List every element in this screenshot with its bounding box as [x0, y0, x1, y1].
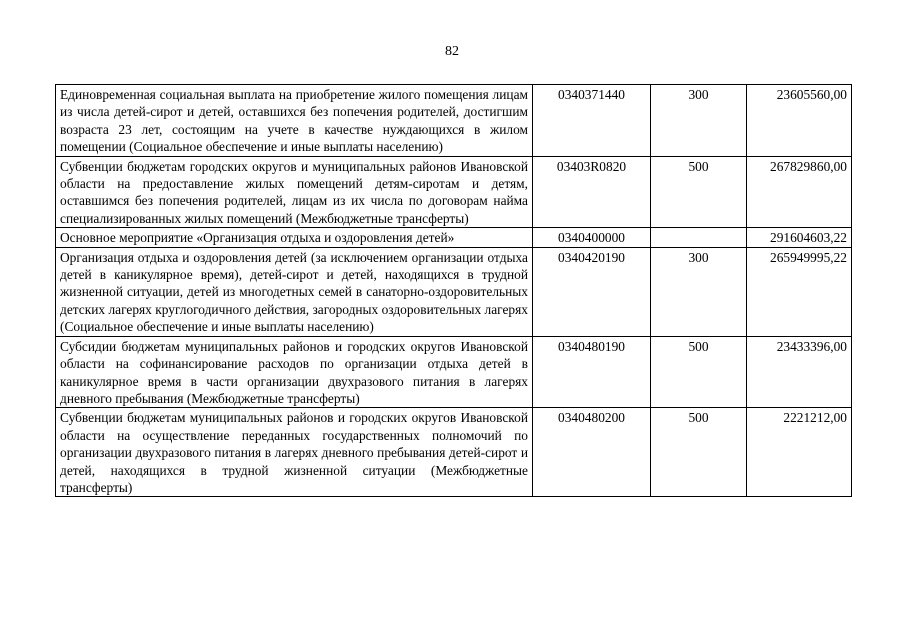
target-article-code: 0340480190 — [533, 336, 651, 408]
budget-table — [55, 84, 852, 497]
expense-type-code: 500 — [651, 336, 747, 408]
amount: 267829860,00 — [747, 156, 852, 228]
expense-description: Субвенции бюджетам муниципальных районов и городских округов Ивановской области на осуществление переданных государственных полномочий по организации двухразового питания в лагерях дневного пребывания детей-сирот и детей, находящихся в трудной жизненной ситуации (Межбюджетные трансферты) — [56, 408, 533, 497]
table-row — [56, 247, 852, 336]
expense-type-code: 500 — [651, 156, 747, 228]
amount: 265949995,22 — [747, 247, 852, 336]
expense-description: Организация отдыха и оздоровления детей (за исключением организации отдыха детей в каникулярное время), детей-сирот и детей, находящихся в трудной жизненной ситуации, детей из многодетных семей в санаторно-оздоровительных детских лагерях круглогодичного действия, загородных оздоровительных лагерях (Социальное обеспечение и иные выплаты населению) — [56, 247, 533, 336]
expense-description: Субвенции бюджетам городских округов и муниципальных районов Ивановской области на предоставление жилых помещений детям-сиротам и детям, оставшимся без попечения родителей, лицам из их числа по договорам найма специализированных жилых помещений (Межбюджетные трансферты) — [56, 156, 533, 228]
target-article-code: 0340400000 — [533, 228, 651, 247]
amount: 291604603,22 — [747, 228, 852, 247]
expense-description: Единовременная социальная выплата на приобретение жилого помещения лицам из числа детей-сирот и детей, оставшихся без попечения родителей, достигшим возраста 23 лет, состоящим на учете в качестве нуждающихся в жилом помещении (Социальное обеспечение и иные выплаты населению) — [56, 85, 533, 157]
target-article-code: 0340480200 — [533, 408, 651, 497]
expense-type-code: 300 — [651, 85, 747, 157]
expense-type-code — [651, 228, 747, 247]
table-row — [56, 228, 852, 247]
expense-type-code: 500 — [651, 408, 747, 497]
page-number: 82 — [445, 44, 459, 59]
table-row — [56, 408, 852, 497]
amount: 23605560,00 — [747, 85, 852, 157]
table-row — [56, 85, 852, 157]
target-article-code: 0340371440 — [533, 85, 651, 157]
amount: 23433396,00 — [747, 336, 852, 408]
table-row — [56, 156, 852, 228]
target-article-code: 0340420190 — [533, 247, 651, 336]
target-article-code: 03403R0820 — [533, 156, 651, 228]
table-row — [56, 336, 852, 408]
amount: 2221212,00 — [747, 408, 852, 497]
expense-description: Основное мероприятие «Организация отдыха и оздоровления детей» — [56, 228, 533, 247]
expense-type-code: 300 — [651, 247, 747, 336]
expense-description: Субсидии бюджетам муниципальных районов и городских округов Ивановской области на софинансирование расходов по организации отдыха детей в каникулярное время в части организации двухразового питания в лагерях дневного пребывания (Межбюджетные трансферты) — [56, 336, 533, 408]
